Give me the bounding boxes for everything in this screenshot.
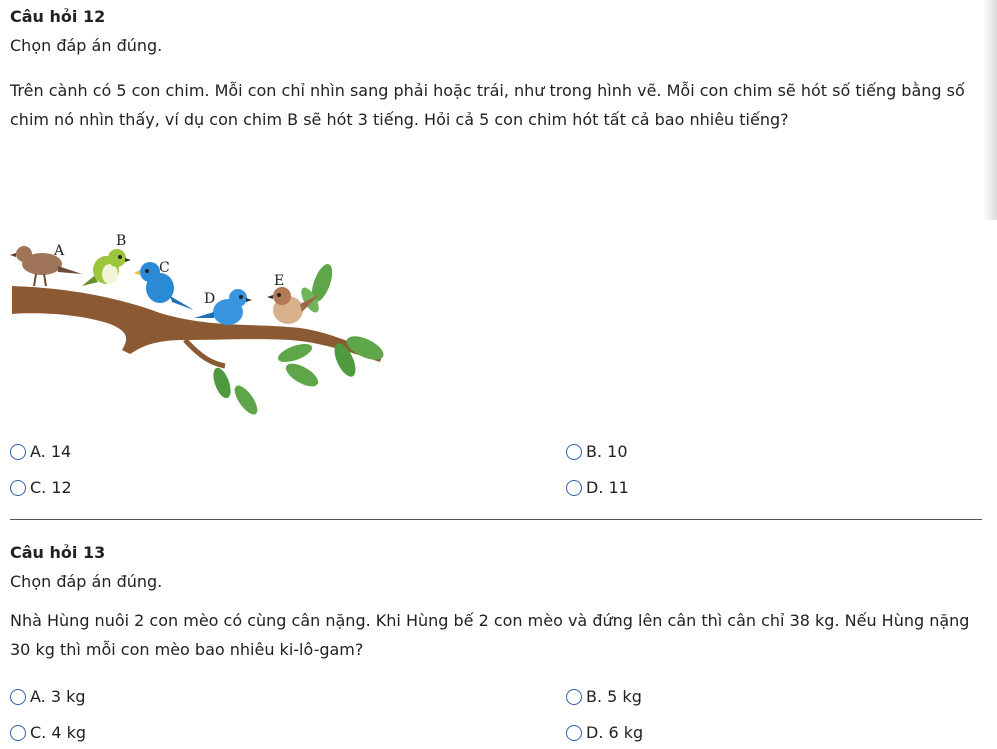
question-divider [10,519,982,520]
option-letter: C. [30,723,47,742]
bird-label-e: E [274,273,285,289]
q13-option-d[interactable] [566,723,643,742]
option-letter: D. [586,723,604,742]
bird-d [194,289,252,325]
birds-on-branch-figure [10,228,390,423]
option-letter: D. [586,478,604,497]
radio-button[interactable] [566,480,582,496]
q12-option-a[interactable] [10,442,71,461]
radio-button[interactable] [10,725,26,741]
option-value: 4 kg [51,723,87,742]
question-title: Câu hỏi 13 [10,543,106,562]
bird-a [10,246,82,286]
bird-label-b: B [116,233,127,249]
option-letter: A. [30,687,46,706]
option-value: 3 kg [50,687,86,706]
leaf [282,359,321,391]
option-value: 6 kg [608,723,644,742]
radio-button[interactable] [10,480,26,496]
bird-label-a: A [54,243,65,259]
radio-button[interactable] [566,444,582,460]
twig [185,340,225,366]
q13-option-c[interactable] [10,723,86,742]
question-instruction: Chọn đáp án đúng. [10,36,163,55]
option-value: 12 [51,478,72,497]
q12-option-b[interactable] [566,442,628,461]
question-12 [10,7,982,134]
question-instruction: Chọn đáp án đúng. [10,572,163,591]
leaf [231,382,262,418]
question-13 [10,543,982,664]
option-letter: A. [30,442,46,461]
option-letter: B. [586,442,603,461]
option-value: 14 [50,442,72,461]
question-title: Câu hỏi 12 [10,7,106,26]
option-value: 5 kg [607,687,642,706]
option-letter: B. [586,687,603,706]
radio-button[interactable] [566,725,582,741]
leaf [276,340,315,365]
option-value: 11 [608,478,629,497]
radio-button[interactable] [10,689,26,705]
q13-option-b[interactable] [566,687,642,706]
bird-label-c: C [159,260,170,276]
option-value: 10 [607,442,628,461]
radio-button[interactable] [10,444,26,460]
option-letter: C. [30,478,47,497]
bird-label-d: D [204,291,216,307]
q13-option-a[interactable] [10,687,86,706]
q12-option-d[interactable] [566,478,629,497]
page-edge-shadow [983,0,997,220]
q12-option-c[interactable] [10,478,72,497]
question-text: Trên cành có 5 con chim. Mỗi con chỉ nhìn sang phải hoặc trái, như trong hình vẽ. Mỗi con chim sẽ hót số tiếng bằng số chim nó nhìn thấy, ví dụ con chim B sẽ hót 3 tiếng. Hỏi cả 5 con chim hót tất cả bao nhiêu tiếng? [10,81,965,129]
question-text: Nhà Hùng nuôi 2 con mèo có cùng cân nặng. Khi Hùng bế 2 con mèo và đứng lên cân thì cân chỉ 38 kg. Nếu Hùng nặng 30 kg thì mỗi con mèo bao nhiêu ki-lô-gam? [10,611,970,659]
leaf [210,366,234,401]
bird-b [82,249,131,286]
radio-button[interactable] [566,689,582,705]
